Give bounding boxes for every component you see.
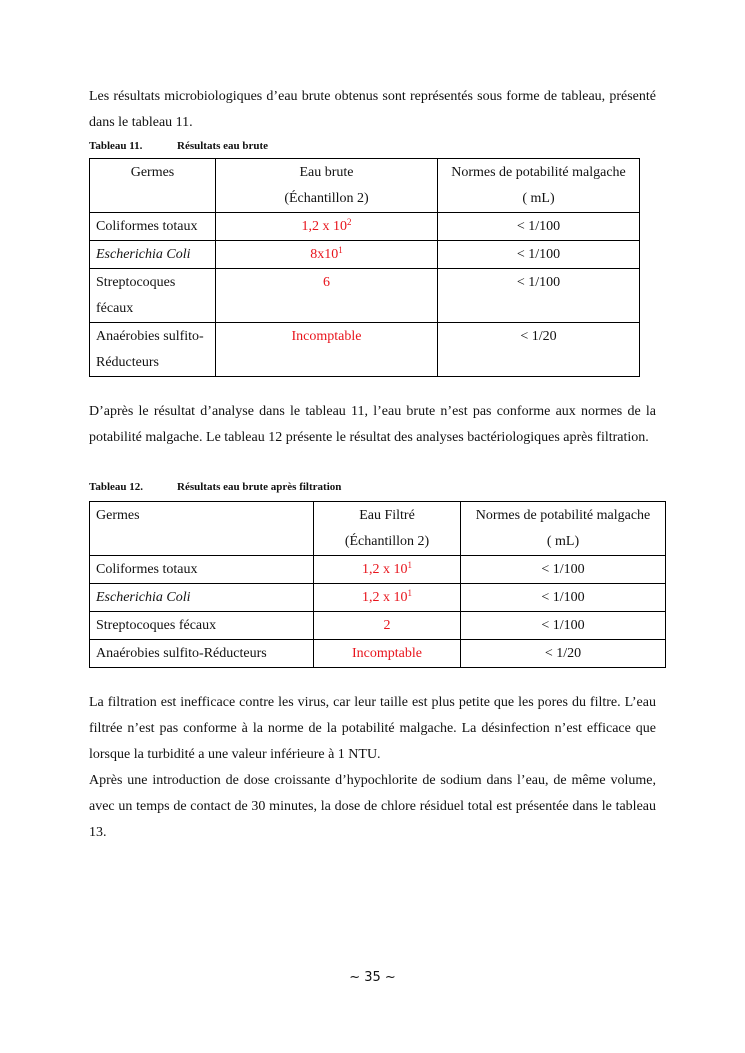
table12-germ-cell: Streptocoques fécaux [90,612,314,640]
document-page [89,84,656,846]
table11-germ-cell: Coliformes totaux [90,213,216,241]
table12-header-germes: Germes [90,502,314,556]
table11-caption [89,138,656,154]
table11-germ-cell: Escherichia Coli [90,241,216,269]
table11-caption-number: Tableau 11. [89,140,143,152]
final-paragraph-2: Après une introduction de dose croissante d’hypochlorite de sodium dans l’eau, de même volume, avec un temps de contact de 30 minutes, la dose de chlore résiduel total est présentée dans le tableau 13. [89,773,656,840]
table11-norm-cell: < 1/100 [438,213,640,241]
table11-norm-cell: < 1/100 [438,241,640,269]
table11-value-cell: 1,2 x $10^2$ [216,213,438,241]
table-row [90,584,666,612]
table11-value-cell: Incomptable [216,323,438,377]
intro-paragraph: Les résultats microbiologiques d’eau brute obtenus sont représentés sous forme de tableau, présenté dans le tableau 11. [89,89,656,130]
table12-caption-number: Tableau 12. [89,481,144,493]
table12-germ-cell: Coliformes totaux [90,556,314,584]
table-row [90,556,666,584]
table11-header-sample: Eau brute (Échantillon 2) [216,159,438,213]
table11-germ-cell: Streptocoques fécaux [90,269,216,323]
table11-caption-title: Résultats eau brute [177,140,269,152]
table12-caption-title: Résultats eau brute après filtration [177,481,342,493]
table12-header-row [90,502,666,556]
middle-paragraph: D’après le résultat d’analyse dans le tableau 11, l’eau brute n’est pas conforme aux normes de la potabilité malgache. Le tableau 12 présente le résultat des analyses bactériologiques après filtration. [89,404,656,445]
table11-header-germes: Germes [90,159,216,213]
table12-header-norms: Normes de potabilité malgache ( mL) [461,502,666,556]
table12-germ-cell: Anaérobies sulfito-Réducteurs [90,640,314,668]
table11-value-cell: 6 [216,269,438,323]
table-row [90,640,666,668]
page-number: ~ 35 ~ [349,970,396,985]
table-11 [89,158,640,377]
table12-value-cell: 1,2 x $10^1$ [314,584,461,612]
table11-norm-cell: < 1/100 [438,269,640,323]
table12-caption [89,479,656,495]
final-paragraph-1: La filtration est inefficace contre les virus, car leur taille est plus petite que les pores du filtre. L’eau filtrée n’est pas conforme à la norme de la potabilité malgache. La désinfection n’est efficace que lorsque la turbidité a une valeur inférieure à 1 NTU. [89,695,656,762]
table12-norm-cell: < 1/100 [461,612,666,640]
table12-germ-cell: Escherichia Coli [90,584,314,612]
table-12 [89,501,666,668]
table11-header-row [90,159,640,213]
table-row [90,612,666,640]
table-row [90,241,640,269]
table11-germ-cell: Anaérobies sulfito-Réducteurs [90,323,216,377]
table11-norm-cell: < 1/20 [438,323,640,377]
table11-value-cell: $8x10^1$ [216,241,438,269]
table12-value-cell: Incomptable [314,640,461,668]
table12-value-cell: 1,2 x $10^1$ [314,556,461,584]
table-row [90,323,640,377]
table-row [90,213,640,241]
table12-header-sample: Eau Filtré (Échantillon 2) [314,502,461,556]
table12-value-cell: 2 [314,612,461,640]
table11-header-norms: Normes de potabilité malgache ( mL) [438,159,640,213]
table12-norm-cell: < 1/100 [461,556,666,584]
table-row [90,269,640,323]
table12-norm-cell: < 1/100 [461,584,666,612]
table12-norm-cell: < 1/20 [461,640,666,668]
